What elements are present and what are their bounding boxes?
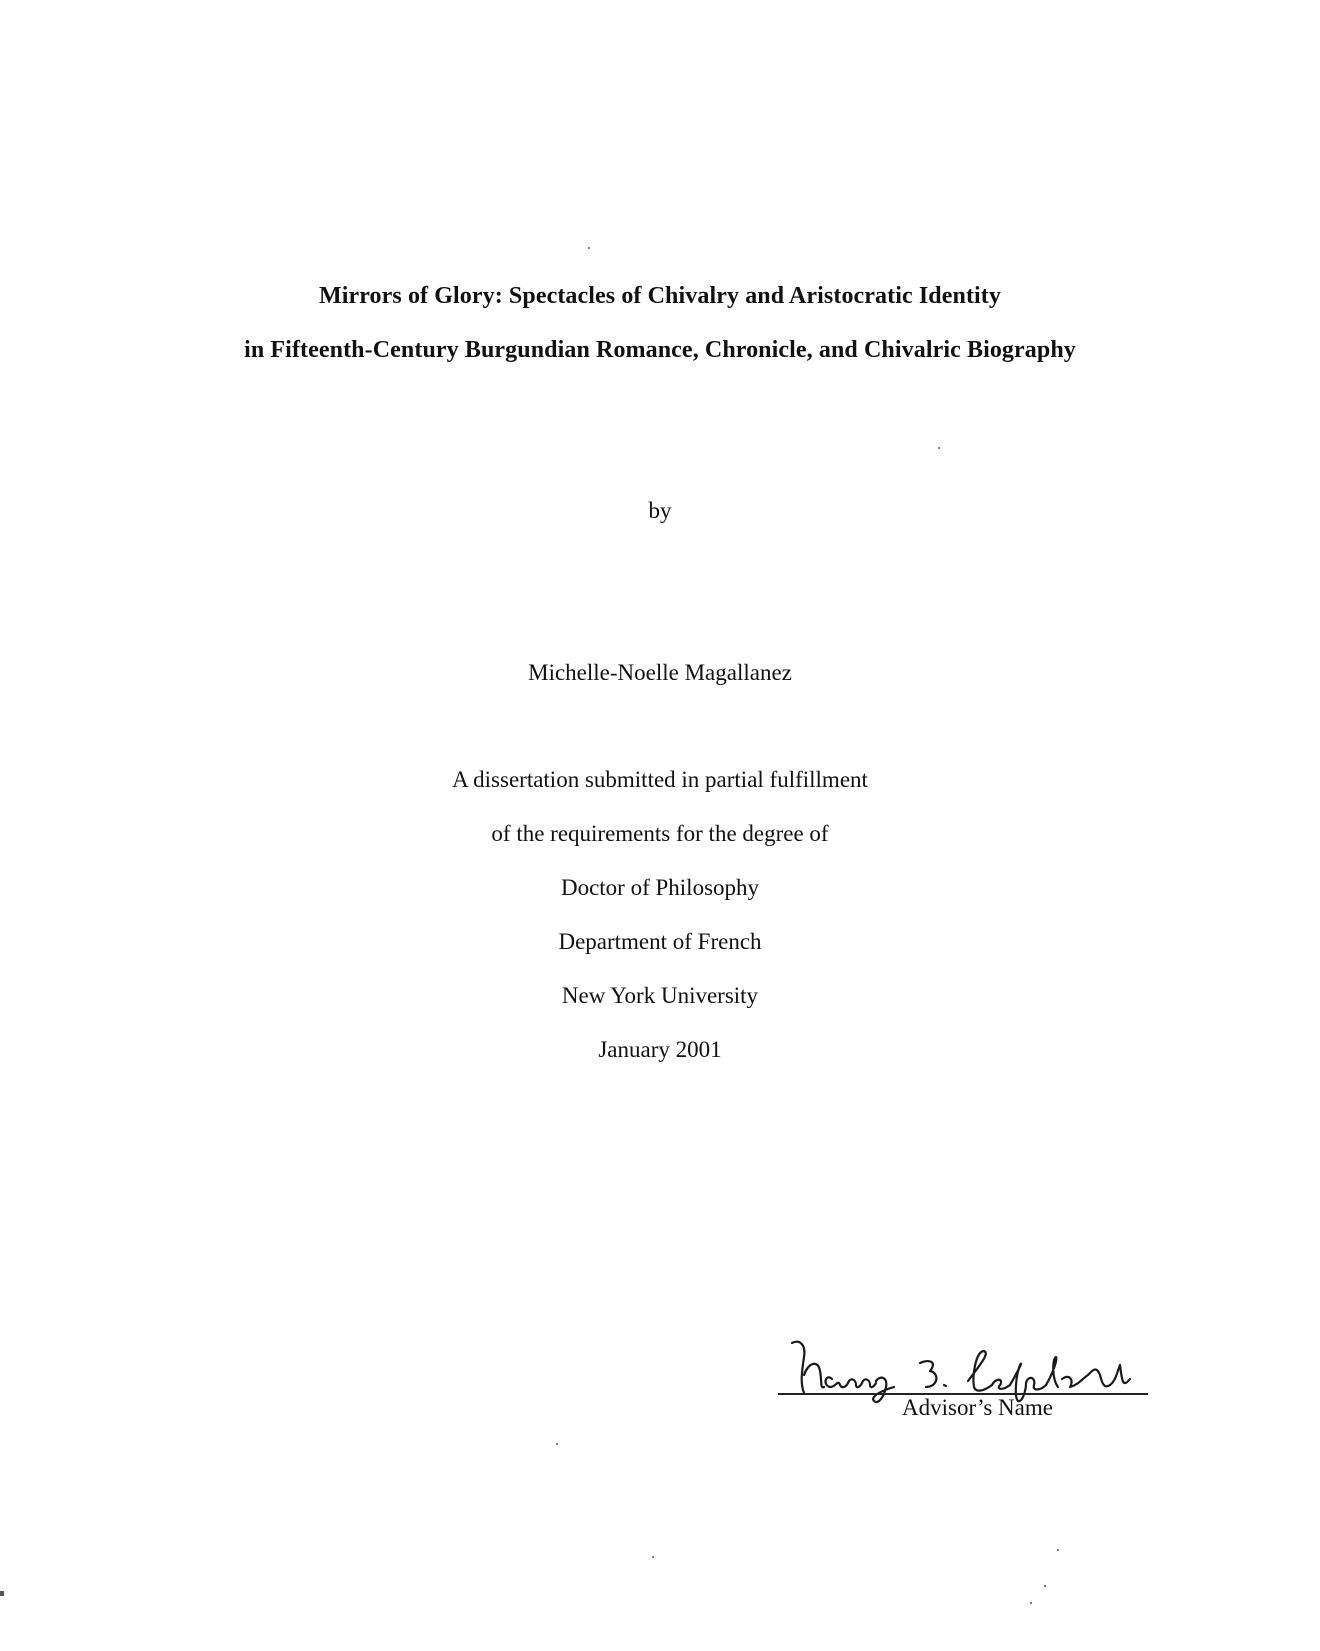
department-name: Department of French (558, 929, 762, 954)
submission-date: January 2001 (598, 1037, 722, 1062)
scan-speck (652, 1556, 654, 1558)
scan-speck (556, 1443, 558, 1445)
submission-line-1: A dissertation submitted in partial fulfillment (452, 767, 868, 792)
title-line-2: in Fifteenth-Century Burgundian Romance, Chronicle, and Chivalric Biography (244, 337, 1076, 363)
scan-speck (1057, 1549, 1059, 1551)
advisor-signature-block (770, 1335, 1160, 1425)
degree-name: Doctor of Philosophy (560, 875, 760, 900)
by-label: by (648, 498, 672, 523)
university-name: New York University (561, 983, 759, 1008)
scan-speck (1044, 1585, 1046, 1587)
scan-speck (938, 447, 940, 449)
scan-speck (588, 247, 590, 249)
scan-speck (1030, 1602, 1032, 1604)
title-line-1: Mirrors of Glory: Spectacles of Chivalry and Aristocratic Identity (318, 283, 1002, 309)
advisor-name-label: Advisor’s Name (902, 1395, 1053, 1420)
submission-line-2: of the requirements for the degree of (491, 821, 829, 846)
author-name: Michelle-Noelle Magallanez (528, 660, 792, 685)
scan-speck (0, 1591, 4, 1596)
